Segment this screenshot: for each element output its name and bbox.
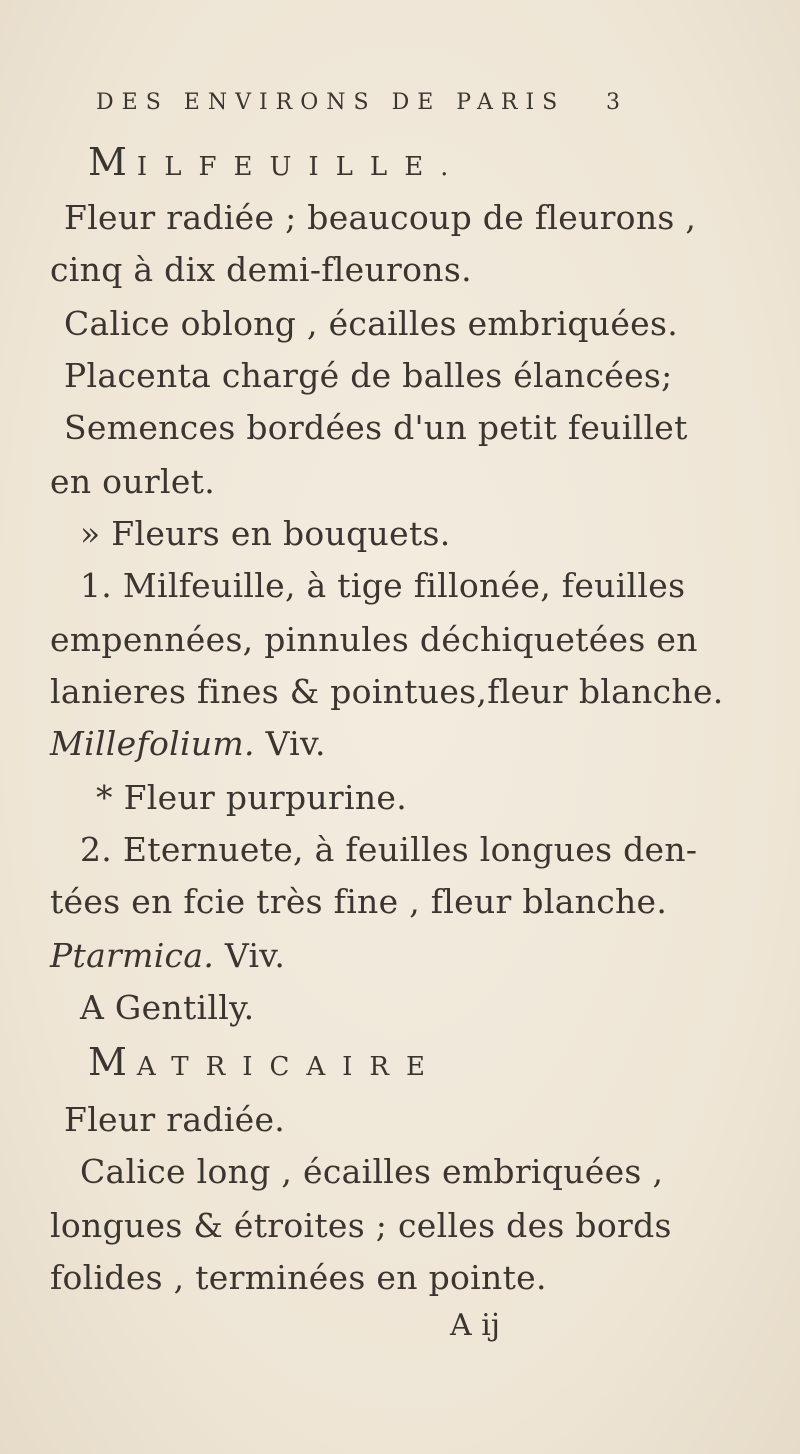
text-line: cinq à dix demi-fleurons. [50,250,472,289]
section-title-matricaire [88,1040,442,1084]
page-number: 3 [606,90,620,115]
section-title-milfeuille [88,140,465,184]
text-line: lanieres fines & pointues,fleur blanche. [50,672,724,711]
text-line: Fleur radiée. [64,1100,286,1139]
text-line: Semences bordées d'un petit feuillet [64,408,688,447]
section-title-initial: M [88,1040,137,1084]
text-line-species [50,724,326,764]
latin-name: Ptarmica. [50,936,215,975]
text-line: folides , terminées en pointe. [50,1258,547,1297]
text-line: longues & étroites ; celles des bords [50,1206,672,1245]
text-line: Calice oblong , écailles embriquées. [64,304,679,343]
text-line: Fleur radiée ; beaucoup de fleurons , [64,198,697,237]
section-title-rest: ATRICAIRE [136,1052,442,1082]
text-line: 1. Milfeuille, à tige fillonée, feuilles [80,566,686,605]
duration: Viv. [224,936,286,975]
text-line: empennées, pinnules déchiquetées en [50,620,698,659]
running-head: DES ENVIRONS DE PARIS [96,90,566,115]
text-line: tées en fcie très fine , fleur blanche. [50,882,668,921]
text-line: en ourlet. [50,462,216,501]
section-title-rest: ILFEUILLE. [136,152,466,182]
signature-mark: A ij [450,1308,501,1343]
text-line-species [50,936,285,976]
text-line: Placenta chargé de balles élancées; [64,356,673,395]
text-line: * Fleur purpurine. [96,778,408,817]
text-line: Calice long , écailles embriquées , [80,1152,664,1191]
text-line: » Fleurs en bouquets. [80,514,451,553]
latin-name: Millefolium. [50,724,255,763]
duration: Viv. [265,724,326,763]
section-title-initial: M [88,140,137,184]
text-line: A Gentilly. [80,988,255,1027]
text-line: 2. Eternuete, à feuilles longues den- [80,830,698,869]
